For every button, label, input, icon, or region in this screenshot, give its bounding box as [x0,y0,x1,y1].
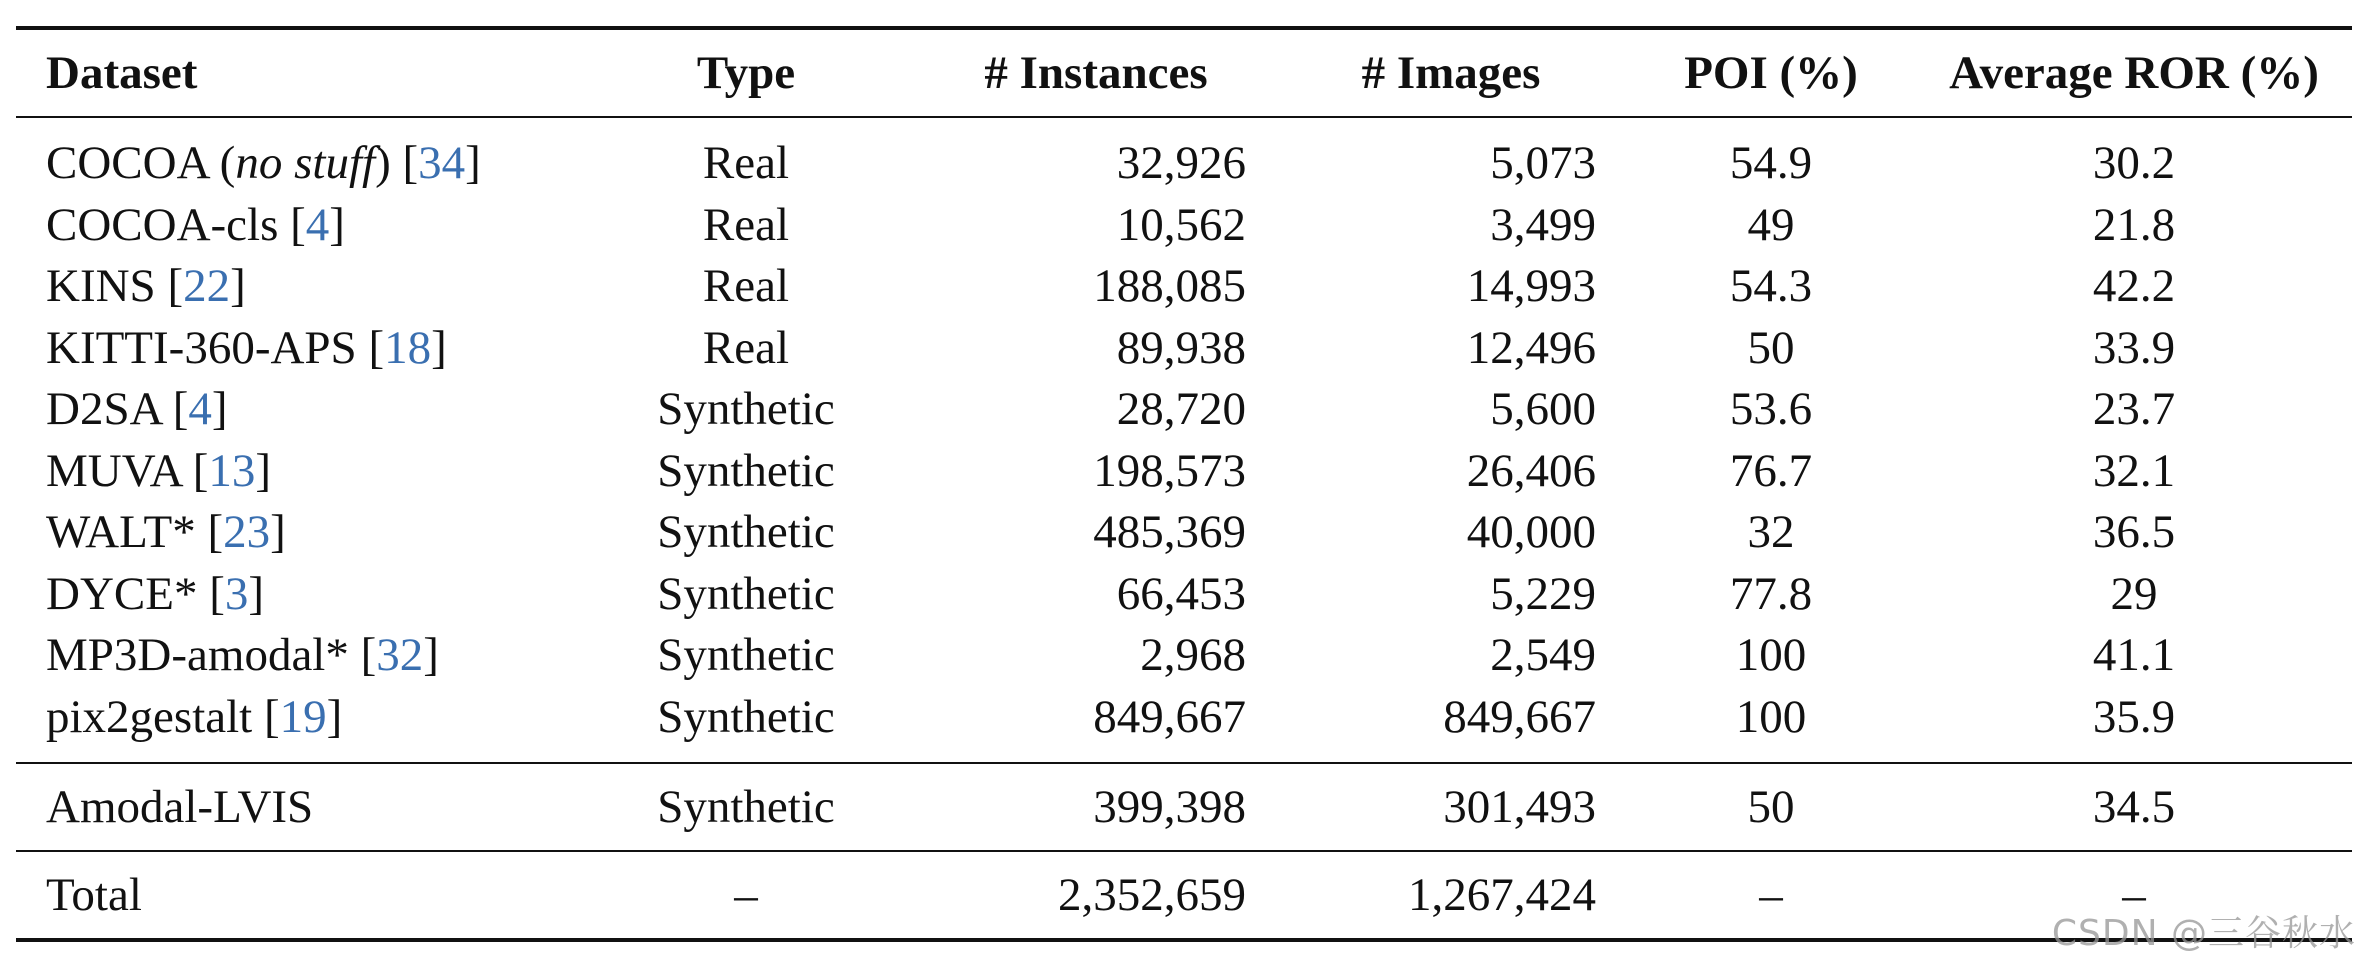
cell-images: 12,496 [1466,321,1596,374]
watermark: CSDN @三谷秋水 [2051,913,2356,954]
dataset-name: KITTI-360-APS [46,321,357,374]
table-row [16,563,2352,625]
cell-instances: 89,938 [1116,321,1246,374]
table-row [16,763,2352,851]
cell-images: 40,000 [1466,506,1596,559]
dataset-name: COCOA-cls [46,198,291,251]
header-instances: # Instances [916,28,1276,117]
cell-poi: – [1626,851,1916,940]
cell-instances: 66,453 [1116,567,1246,620]
cell-images: 3,499 [1490,198,1596,251]
citation-link[interactable]: 4 [305,198,330,251]
dataset-name: WALT* [46,506,196,559]
dataset-name: MUVA [46,444,181,497]
cell-images: 301,493 [1276,763,1626,851]
cell-dataset: COCOA (no stuff) [34] [46,137,481,189]
cell-poi: 50 [1626,763,1916,851]
dataset-name: KINS [46,260,156,313]
cell-images: 5,073 [1490,137,1596,189]
table-row [16,117,2352,194]
cell-type: Synthetic [576,763,916,851]
cell-type: Synthetic [657,506,835,559]
cell-images: 5,600 [1490,383,1596,436]
cell-instances: 198,573 [1093,444,1246,497]
cell-type: Real [702,321,790,374]
header-ror: Average ROR (%) [1916,28,2352,117]
citation-link[interactable]: 13 [208,444,256,497]
cell-type: Real [702,198,790,251]
table-header [16,28,2352,117]
cell-dataset: DYCE* [3] [46,567,265,620]
cell-ror: 23.7 [2092,383,2176,436]
table-row [16,194,2352,256]
cell-poi: 77.8 [1729,567,1813,620]
cell-poi: 49 [1747,198,1795,251]
cell-dataset: KITTI-360-APS [18] [46,321,447,374]
cell-dataset: MUVA [13] [46,444,272,497]
cell-images: 26,406 [1466,444,1596,497]
table-row [16,379,2352,441]
cell-dataset: KINS [22] [46,260,246,313]
dataset-name: pix2gestalt [46,690,253,743]
table-row [16,502,2352,564]
cell-images: 5,229 [1490,567,1596,620]
citation-link[interactable]: 32 [376,629,424,682]
cell-poi: 54.9 [1729,137,1813,189]
cell-ror: 41.1 [2092,629,2176,682]
cell-ror: 21.8 [2092,198,2176,251]
table-row [16,440,2352,502]
cell-ror: 35.9 [2092,690,2176,743]
cell-instances: 399,398 [916,763,1276,851]
cell-ror: 33.9 [2092,321,2176,374]
cell-instances: 849,667 [1093,690,1246,743]
cell-type: Synthetic [657,444,835,497]
cell-instances: 485,369 [1093,506,1246,559]
dataset-comparison-table [16,26,2352,942]
cell-instances: 10,562 [1116,198,1246,251]
dataset-name: MP3D-amodal* [46,629,349,682]
cell-poi: 54.3 [1729,260,1813,313]
citation-link[interactable]: 19 [279,690,327,743]
cell-images: 849,667 [1443,690,1596,743]
table-row [16,317,2352,379]
dataset-name-italic: no stuff [235,137,376,189]
header-poi: POI (%) [1626,28,1916,117]
cell-instances: 32,926 [1116,137,1246,189]
dataset-name-suffix: ) [375,137,391,189]
cell-type: Synthetic [657,567,835,620]
cell-type: Real [702,260,790,313]
cell-images: 1,267,424 [1276,851,1626,940]
cell-ror: 34.5 [1916,763,2352,851]
citation-link[interactable]: 34 [418,137,466,189]
cell-ror: 36.5 [2092,506,2176,559]
cell-images: 14,993 [1466,260,1596,313]
table-row [16,851,2352,940]
dataset-name: COCOA ( [46,137,236,189]
header-images: # Images [1276,28,1626,117]
citation-link[interactable]: 22 [183,260,231,313]
citation-link[interactable]: 23 [223,506,271,559]
cell-ror: 32.1 [2092,444,2176,497]
cell-dataset: pix2gestalt [19] [46,690,343,743]
cell-type: Synthetic [657,383,835,436]
cell-dataset: D2SA [4] [46,383,228,436]
cell-instances: 28,720 [1116,383,1246,436]
cell-ror: – [1916,851,2352,940]
dataset-name: D2SA [46,383,161,436]
cell-poi: 53.6 [1729,383,1813,436]
table-body [16,117,2352,763]
table-row [16,686,2352,763]
cell-poi: 32 [1747,506,1795,559]
cell-type: – [576,851,916,940]
cell-dataset: Total [16,851,576,940]
cell-instances: 188,085 [1093,260,1246,313]
cell-dataset: COCOA-cls [4] [46,198,345,251]
cell-dataset: Amodal-LVIS [16,763,576,851]
total-section [16,851,2352,940]
cell-instances: 2,352,659 [916,851,1276,940]
header-dataset: Dataset [16,28,576,117]
cell-ror: 29 [2110,567,2158,620]
table-row [16,625,2352,687]
cell-dataset: MP3D-amodal* [32] [46,629,439,682]
table-row [16,256,2352,318]
cell-instances: 2,968 [1140,629,1246,682]
cell-dataset: WALT* [23] [46,506,286,559]
cell-ror: 42.2 [2092,260,2176,313]
cell-poi: 100 [1735,690,1807,743]
amodal-lvis-section [16,763,2352,851]
cell-type: Synthetic [657,690,835,743]
cell-ror: 30.2 [2092,137,2176,189]
cell-images: 2,549 [1490,629,1596,682]
citation-link[interactable]: 3 [224,567,249,620]
cell-poi: 50 [1747,321,1795,374]
cell-type: Synthetic [657,629,835,682]
cell-type: Real [702,137,790,189]
header-type: Type [576,28,916,117]
cell-poi: 100 [1735,629,1807,682]
dataset-name: DYCE* [46,567,198,620]
cell-poi: 76.7 [1729,444,1813,497]
citation-link[interactable]: 18 [384,321,432,374]
citation-link[interactable]: 4 [188,383,212,436]
